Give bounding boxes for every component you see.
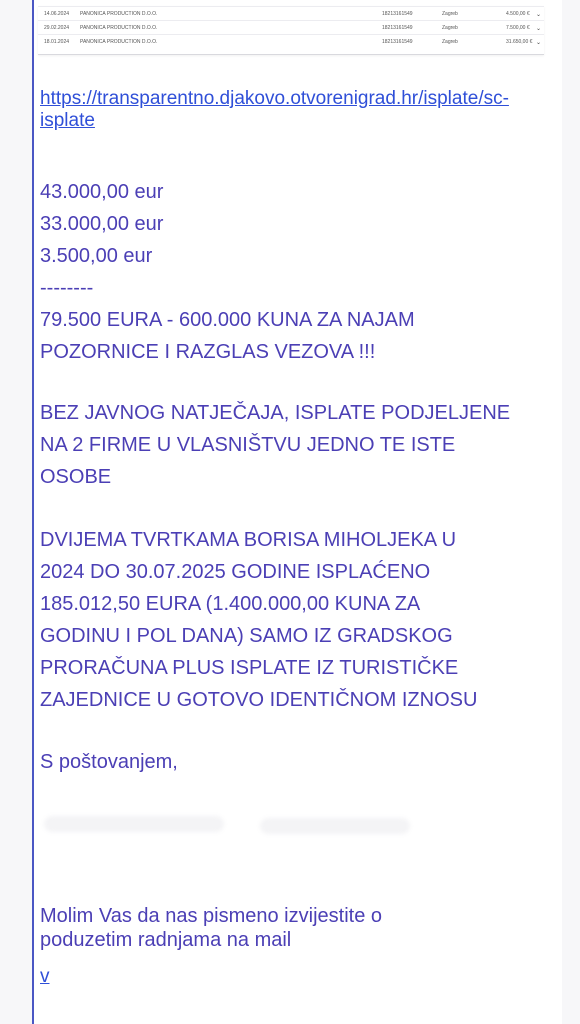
row-recipient: PANONICA PRODUCTION D.O.O.	[80, 39, 158, 45]
row-recipient: PANONICA PRODUCTION D.O.O.	[80, 25, 158, 31]
redacted-signature	[44, 816, 224, 832]
row-city: Zagreb	[442, 39, 458, 45]
row-amount: 7.500,00 €	[506, 25, 530, 31]
row-recipient: PANONICA PRODUCTION D.O.O.	[80, 11, 158, 17]
link-line-2: isplate	[40, 110, 95, 131]
paragraph-2-line-1: BEZ JAVNOG NATJEČAJA, ISPLATE PODJELJENE	[40, 402, 511, 424]
row-amount: 31.650,00 €	[506, 39, 533, 45]
expand-chevron-icon[interactable]: ⌄	[536, 26, 542, 32]
expand-chevron-icon[interactable]: ⌄	[536, 40, 542, 46]
paragraph-2-line-2: NA 2 FIRME U VLASNIŠTVU JEDNO TE ISTE	[40, 434, 456, 456]
amount-line: 33.000,00 eur	[40, 213, 164, 235]
row-city: Zagreb	[442, 11, 458, 17]
paragraph-3-line-4: GODINU I POL DANA) SAMO IZ GRADSKOG	[40, 625, 453, 647]
redacted-signature	[260, 818, 410, 834]
row-date: 14.06.2024	[44, 11, 70, 17]
paragraph-3-line-3: 185.012,50 EURA (1.400.000,00 KUNA ZA	[40, 593, 421, 615]
amount-line: 3.500,00 eur	[40, 245, 153, 267]
paragraph-3-line-6: ZAJEDNICE U GOTOVO IDENTIČNOM IZNOSU	[40, 689, 478, 711]
row-amount: 4.500,00 €	[506, 11, 530, 17]
email-body	[32, 0, 562, 1024]
greeting: S poštovanjem,	[40, 751, 178, 773]
email-link[interactable]: v	[40, 966, 50, 987]
paragraph-2-line-3: OSOBE	[40, 466, 112, 488]
payments-table-screenshot	[38, 6, 544, 55]
link-line-1: https://transparentno.djakovo.otvorenigrad.hr/isplate/sc-	[40, 88, 509, 109]
paragraph-1-line-1: 79.500 EURA - 600.000 KUNA ZA NAJAM	[40, 309, 415, 331]
transparency-link[interactable]	[40, 88, 530, 132]
paragraph-3-line-1: DVIJEMA TVRTKAMA BORISA MIHOLJEKA U	[40, 529, 457, 551]
table-row	[38, 6, 544, 20]
row-oib: 18213161549	[382, 39, 413, 45]
row-oib: 18213161549	[382, 25, 413, 31]
paragraph-1-line-2: POZORNICE I RAZGLAS VEZOVA !!!	[40, 341, 376, 363]
closing-line-1: Molim Vas da nas pismeno izvijestite o	[40, 905, 382, 927]
paragraph-3-line-2: 2024 DO 30.07.2025 GODINE ISPLAĆENO	[40, 561, 431, 583]
separator-line: --------	[40, 277, 94, 299]
table-row	[38, 34, 544, 48]
amount-line: 43.000,00 eur	[40, 181, 164, 203]
row-date: 18.01.2024	[44, 39, 70, 45]
row-oib: 18213161549	[382, 11, 413, 17]
closing-line-2: poduzetim radnjama na mail	[40, 929, 292, 951]
row-city: Zagreb	[442, 25, 458, 31]
expand-chevron-icon[interactable]: ⌄	[536, 12, 542, 18]
row-date: 29.02.2024	[44, 25, 70, 31]
table-row	[38, 20, 544, 34]
paragraph-3-line-5: PRORAČUNA PLUS ISPLATE IZ TURISTIČKE	[40, 657, 459, 679]
